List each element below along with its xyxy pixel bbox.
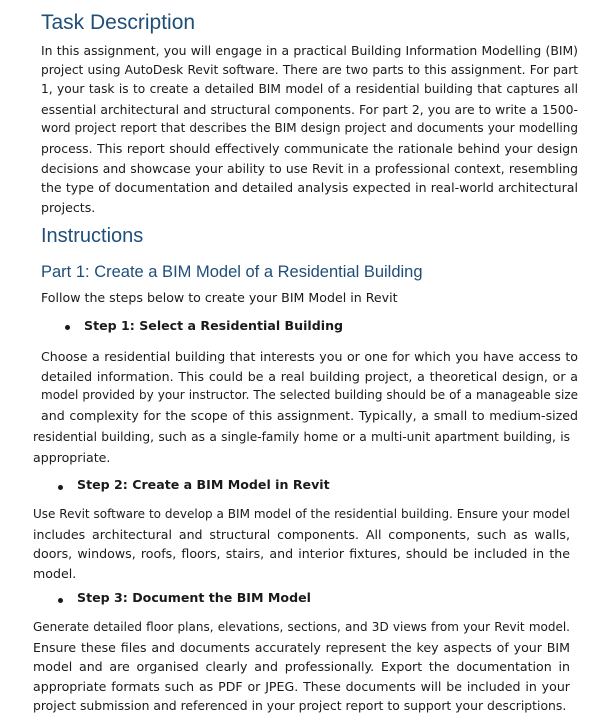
step3-title: Step 3: Document the BIM Model xyxy=(77,590,311,605)
paragraph-line: residential building, such as a single-family home or a multi-unit apartment building, is xyxy=(33,430,570,444)
paragraph-line: project using AutoDesk Revit software. There are two parts to this assignment. For part xyxy=(41,62,578,77)
part1-heading: Part 1: Create a BIM Model of a Residential Building xyxy=(41,263,423,281)
paragraph-line: detailed information. This could be a real building project, a theoretical design, or a xyxy=(41,368,578,384)
paragraph-line: Ensure these files and documents accurately represent the key aspects of your BIM xyxy=(33,639,570,655)
paragraph-line: model. xyxy=(33,565,77,581)
paragraph-line: 1, your task is to create a detailed BIM model of a residential building that captures all xyxy=(41,82,578,97)
paragraph-line: appropriate. xyxy=(33,449,111,465)
paragraph-line: and complexity for the scope of this assignment. Typically, a small to medium-sized xyxy=(41,407,578,423)
step2-paragraph xyxy=(33,505,570,583)
paragraph-line: essential architectural and structural components. For part 2, you are to write a 1500- xyxy=(41,101,578,117)
part1-intro: Follow the steps below to create your BIM Model in Revit xyxy=(41,290,398,305)
paragraph-line: the type of documentation and detailed analysis expected in real-world architectural xyxy=(41,180,578,196)
task-description-paragraph xyxy=(41,41,578,217)
bullet-icon xyxy=(58,485,63,490)
paragraph-line: projects. xyxy=(41,199,96,215)
step2-title: Step 2: Create a BIM Model in Revit xyxy=(77,477,330,492)
paragraph-line: project submission and referenced in your project report to support your descriptions. xyxy=(33,698,567,714)
bullet-icon xyxy=(58,598,63,603)
step3-paragraph xyxy=(33,618,570,716)
paragraph-line: model and are organised clearly and professionally. Export the documentation in xyxy=(33,659,570,675)
step1-paragraph-b xyxy=(33,428,570,467)
paragraph-line: Generate detailed floor plans, elevations, sections, and 3D views from your Revit model. xyxy=(33,620,570,634)
paragraph-line: includes architectural and structural components. All components, such as walls, xyxy=(33,526,570,542)
paragraph-line: decisions and showcase your ability to use Revit in a professional context, resembling xyxy=(41,160,578,176)
paragraph-line: appropriate formats such as PDF or JPEG. These documents will be included in your xyxy=(33,678,570,694)
paragraph-line: Use Revit software to develop a BIM model of the residential building. Ensure your model xyxy=(33,507,570,521)
paragraph-line: process. This report should effectively communicate the rationale behind your design xyxy=(41,140,578,156)
paragraph-line: model provided by your instructor. The selected building should be of a manageable size xyxy=(41,388,578,403)
step1-title: Step 1: Select a Residential Building xyxy=(84,318,344,333)
bullet-icon xyxy=(65,325,70,330)
task-description-heading: Task Description xyxy=(41,11,196,34)
step1-paragraph-a xyxy=(41,347,578,425)
paragraph-line: Choose a residential building that interests you or one for which you have access to xyxy=(41,349,578,364)
instructions-heading: Instructions xyxy=(41,225,144,247)
paragraph-line: doors, windows, roofs, floors, stairs, and interior fixtures, should be included in the xyxy=(33,546,570,562)
paragraph-line: word project report that describes the BIM design project and documents your modelling xyxy=(41,121,578,136)
paragraph-line: In this assignment, you will engage in a practical Building Information Modelling (BIM) xyxy=(41,43,578,58)
